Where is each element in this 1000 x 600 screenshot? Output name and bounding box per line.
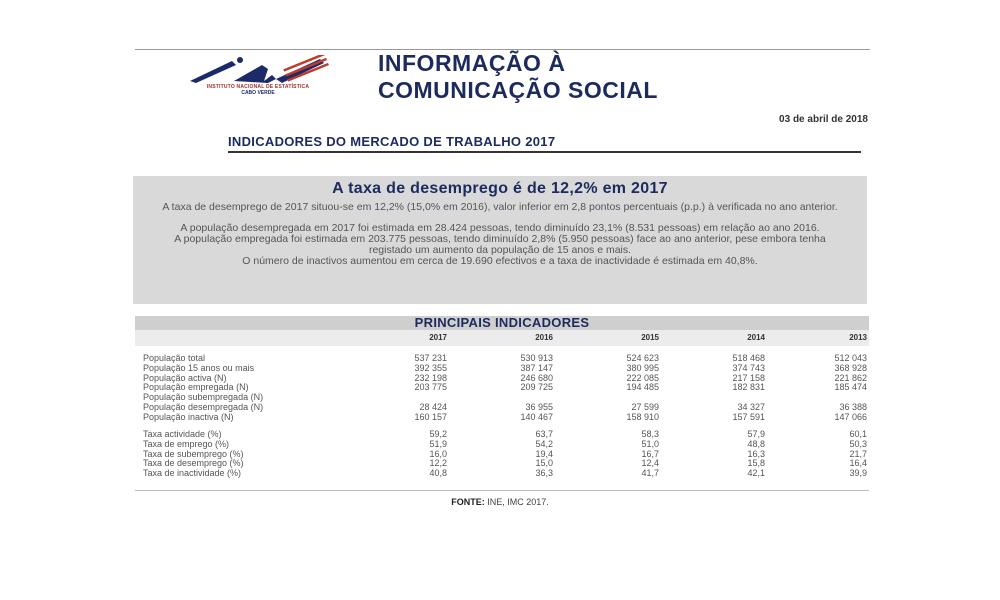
row-value: 217 158 — [732, 372, 765, 383]
source-label: FONTE: — [451, 497, 485, 507]
row-value: 209 725 — [520, 382, 553, 393]
row-value: 530 913 — [520, 353, 553, 363]
row-label: Taxa de desemprego (%) — [143, 458, 244, 469]
row-value: 368 928 — [834, 362, 867, 373]
ine-logo-mark — [172, 55, 342, 85]
summary-headline: A taxa de desemprego é de 12,2% em 2017 — [332, 180, 668, 197]
year-header: 2017 — [429, 333, 447, 342]
row-label: População 15 anos ou mais — [143, 362, 255, 373]
row-value: 19,4 — [535, 448, 553, 459]
summary-paragraph-4: O número de inactivos aumentou em cerca de 19.690 efectivos e a taxa de inactividade é estimada em 40,8%. — [242, 255, 758, 267]
row-value: 40,8 — [429, 468, 447, 479]
row-value: 387 147 — [520, 362, 553, 373]
row-value: 63,7 — [535, 429, 553, 439]
row-label: População total — [143, 353, 206, 363]
table-row — [143, 393, 869, 402]
row-value: 34 327 — [737, 402, 765, 412]
publication-date: 03 de abril de 2018 — [779, 114, 868, 125]
indicators-table — [135, 316, 869, 491]
row-value: 57,9 — [747, 429, 765, 439]
row-value: 16,4 — [849, 458, 867, 469]
row-label: População empregada (N) — [143, 382, 249, 393]
year-header: 2015 — [641, 333, 659, 342]
row-value: 374 743 — [732, 362, 765, 373]
row-value: 232 198 — [414, 372, 447, 383]
summary-paragraph-3: A população empregada foi estimada em 203.775 pessoas, tendo diminuído 2,8% (5.950 pessoas) face ao ano anterior, pese embora tenha registado um aumento da população de 15 anos e mais. — [174, 233, 826, 256]
row-value: 41,7 — [641, 468, 659, 479]
page-title — [378, 50, 848, 104]
row-value: 380 995 — [626, 362, 659, 373]
row-value: 36 955 — [525, 402, 553, 412]
row-value: 140 467 — [520, 411, 553, 422]
table-row — [143, 354, 869, 363]
row-value: 194 485 — [626, 382, 659, 393]
row-value: 21,7 — [849, 448, 867, 459]
row-label: População activa (N) — [143, 372, 227, 383]
row-label: Taxa actividade (%) — [143, 429, 222, 439]
summary-text — [153, 202, 847, 267]
row-value: 222 085 — [626, 372, 659, 383]
page-title-line2: COMUNICAÇÃO SOCIAL — [378, 77, 658, 103]
summary-paragraph-2: A população desempregada em 2017 foi estimada em 28.424 pessoas, tendo diminuído 23,1% (8.531 pessoas) em relação ao ano 2016. — [180, 222, 820, 234]
table-row — [143, 403, 869, 412]
row-value: 15,0 — [535, 458, 553, 469]
year-header: 2013 — [849, 333, 867, 342]
row-value: 50,3 — [849, 438, 867, 449]
table-row — [143, 450, 869, 459]
page-title-line1: INFORMAÇÃO À — [378, 50, 566, 76]
row-value: 16,0 — [429, 448, 447, 459]
row-value: 16,3 — [747, 448, 765, 459]
row-value: 157 591 — [732, 411, 765, 422]
row-value: 203 775 — [414, 382, 447, 393]
ine-logo — [172, 55, 342, 97]
row-value: 15,8 — [747, 458, 765, 469]
logo-country-name: CABO VERDE — [241, 90, 275, 96]
table-row — [143, 364, 869, 373]
row-value: 12,4 — [641, 458, 659, 469]
row-label: Taxa de inactividade (%) — [143, 468, 242, 479]
section-title: INDICADORES DO MERCADO DE TRABALHO 2017 — [228, 134, 556, 149]
indicators-title: PRINCIPAIS INDICADORES — [414, 315, 590, 330]
row-value: 512 043 — [834, 353, 867, 363]
row-label: Taxa de emprego (%) — [143, 438, 230, 449]
summary-paragraph-1: A taxa de desemprego de 2017 situou-se em 12,2% (15,0% em 2016), valor inferior em 2,8 pontos percentuais (p.p.) à verificada no ano anterior. — [162, 201, 838, 213]
bottom-divider — [135, 490, 869, 491]
row-value: 27 599 — [631, 402, 659, 412]
row-label: População desempregada (N) — [143, 402, 264, 412]
row-value: 36 388 — [839, 402, 867, 412]
row-value: 42,1 — [747, 468, 765, 479]
table-row — [143, 383, 869, 392]
row-value: 16,7 — [641, 448, 659, 459]
row-value: 160 157 — [414, 411, 447, 422]
row-value: 158 910 — [626, 411, 659, 422]
row-value: 59,2 — [429, 429, 447, 439]
year-header: 2014 — [747, 333, 765, 342]
year-header: 2016 — [535, 333, 553, 342]
row-value: 524 623 — [626, 353, 659, 363]
table-row — [143, 374, 869, 383]
row-value: 58,3 — [641, 429, 659, 439]
table-row — [143, 469, 869, 478]
row-value: 39,9 — [849, 468, 867, 479]
summary-box — [133, 176, 867, 304]
row-value: 51,9 — [429, 438, 447, 449]
row-value: 392 355 — [414, 362, 447, 373]
logo-institute-name: INSTITUTO NACIONAL DE ESTATÍSTICA — [206, 84, 310, 90]
row-value: 182 831 — [732, 382, 765, 393]
row-label: Taxa de subemprego (%) — [143, 448, 244, 459]
row-value: 246 680 — [520, 372, 553, 383]
section-underline — [228, 151, 861, 153]
row-value: 537 231 — [414, 353, 447, 363]
row-value: 51,0 — [641, 438, 659, 449]
source-text: INE, IMC 2017. — [487, 497, 549, 507]
row-value: 36,3 — [535, 468, 553, 479]
table-row — [143, 430, 869, 439]
row-value: 28 424 — [419, 402, 447, 412]
row-value: 48,8 — [747, 438, 765, 449]
row-value: 54,2 — [535, 438, 553, 449]
table-row — [143, 440, 869, 449]
row-value: 185 474 — [834, 382, 867, 393]
source-note — [0, 497, 1000, 507]
row-value: 12,2 — [429, 458, 447, 469]
row-label: População subempregada (N) — [143, 392, 264, 403]
indicators-header — [135, 316, 869, 330]
row-value: 518 468 — [732, 353, 765, 363]
table-row — [143, 459, 869, 468]
row-label: População inactiva (N) — [143, 411, 234, 422]
row-value: 147 066 — [834, 411, 867, 422]
table-row — [143, 413, 869, 422]
row-value: 60,1 — [849, 429, 867, 439]
row-value: 221 862 — [834, 372, 867, 383]
